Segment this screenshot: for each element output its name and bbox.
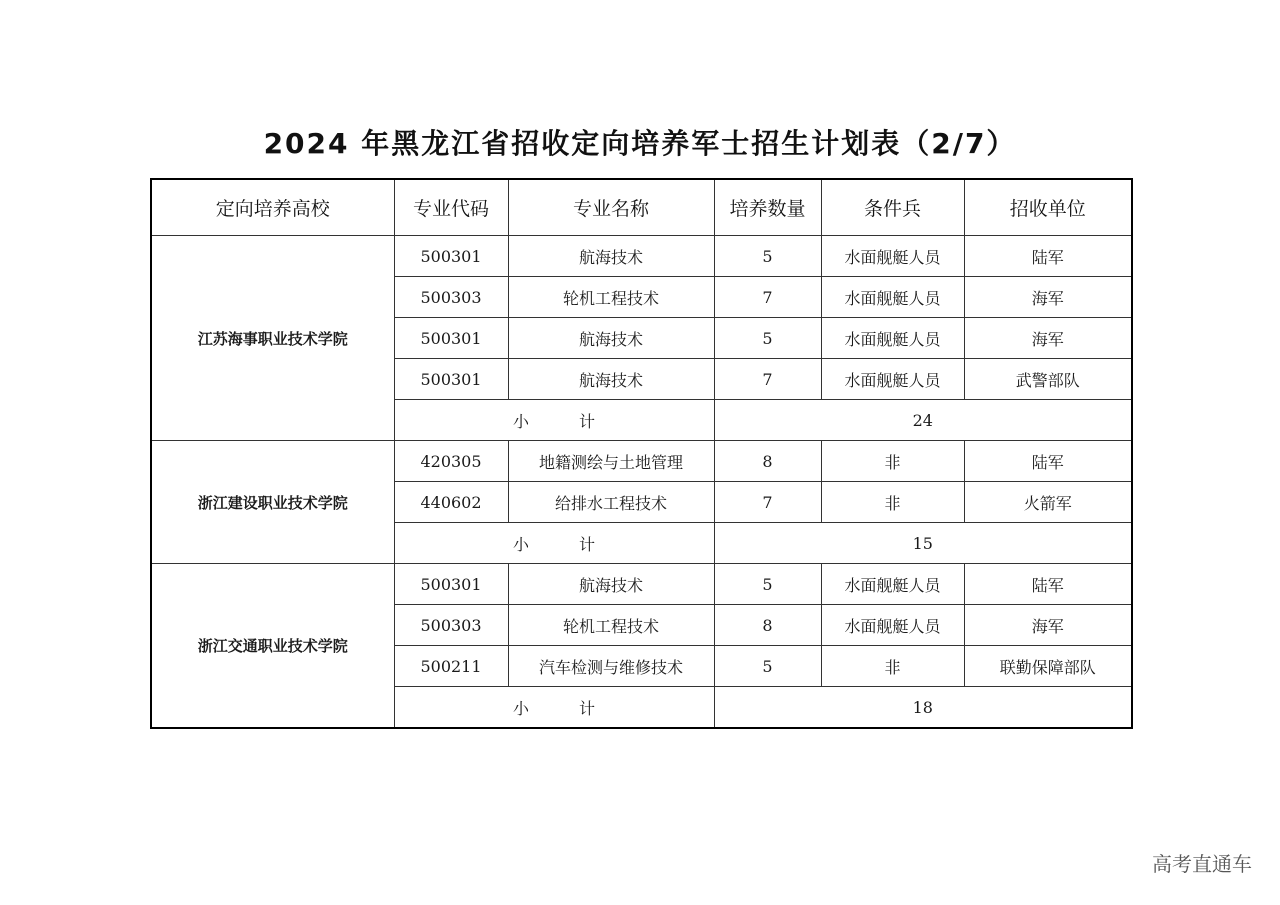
condition-type: 水面舰艇人员 (821, 236, 964, 277)
major-code: 500301 (394, 564, 508, 605)
training-count: 8 (714, 441, 821, 482)
subtotal-label: 小 计 (394, 523, 714, 564)
recruiting-unit: 陆军 (964, 564, 1132, 605)
header-count: 培养数量 (714, 179, 821, 236)
major-name: 汽车检测与维修技术 (508, 646, 714, 687)
major-name: 地籍测绘与土地管理 (508, 441, 714, 482)
subtotal-value: 18 (714, 687, 1132, 729)
subtotal-value: 24 (714, 400, 1132, 441)
table-row (151, 441, 1132, 482)
header-condition: 条件兵 (821, 179, 964, 236)
table-row (151, 236, 1132, 277)
header-major-code: 专业代码 (394, 179, 508, 236)
table-header-row (151, 179, 1132, 236)
training-count: 5 (714, 646, 821, 687)
recruitment-plan-table (150, 178, 1133, 729)
major-code: 500211 (394, 646, 508, 687)
subtotal-label: 小 计 (394, 687, 714, 729)
header-school: 定向培养高校 (151, 179, 394, 236)
watermark-text: 高考直通车 (1152, 852, 1252, 876)
major-code: 500303 (394, 605, 508, 646)
major-name: 航海技术 (508, 564, 714, 605)
recruiting-unit: 海军 (964, 318, 1132, 359)
training-count: 8 (714, 605, 821, 646)
major-code: 440602 (394, 482, 508, 523)
major-code: 420305 (394, 441, 508, 482)
subtotal-value: 15 (714, 523, 1132, 564)
condition-type: 水面舰艇人员 (821, 277, 964, 318)
major-name: 给排水工程技术 (508, 482, 714, 523)
training-count: 5 (714, 318, 821, 359)
recruiting-unit: 联勤保障部队 (964, 646, 1132, 687)
major-code: 500301 (394, 318, 508, 359)
condition-type: 非 (821, 482, 964, 523)
header-major-name: 专业名称 (508, 179, 714, 236)
school-name: 浙江建设职业技术学院 (151, 441, 394, 564)
condition-type: 非 (821, 441, 964, 482)
training-count: 5 (714, 564, 821, 605)
major-name: 航海技术 (508, 359, 714, 400)
recruiting-unit: 陆军 (964, 236, 1132, 277)
condition-type: 水面舰艇人员 (821, 564, 964, 605)
header-unit: 招收单位 (964, 179, 1132, 236)
recruiting-unit: 武警部队 (964, 359, 1132, 400)
school-name: 浙江交通职业技术学院 (151, 564, 394, 729)
table-row (151, 564, 1132, 605)
training-count: 7 (714, 277, 821, 318)
recruiting-unit: 海军 (964, 605, 1132, 646)
condition-type: 水面舰艇人员 (821, 318, 964, 359)
major-code: 500303 (394, 277, 508, 318)
recruiting-unit: 海军 (964, 277, 1132, 318)
major-name: 轮机工程技术 (508, 605, 714, 646)
recruiting-unit: 陆军 (964, 441, 1132, 482)
training-count: 7 (714, 359, 821, 400)
major-code: 500301 (394, 236, 508, 277)
major-code: 500301 (394, 359, 508, 400)
major-name: 航海技术 (508, 318, 714, 359)
condition-type: 水面舰艇人员 (821, 359, 964, 400)
major-name: 航海技术 (508, 236, 714, 277)
school-name: 江苏海事职业技术学院 (151, 236, 394, 441)
condition-type: 水面舰艇人员 (821, 605, 964, 646)
subtotal-label: 小 计 (394, 400, 714, 441)
training-count: 5 (714, 236, 821, 277)
training-count: 7 (714, 482, 821, 523)
major-name: 轮机工程技术 (508, 277, 714, 318)
condition-type: 非 (821, 646, 964, 687)
page-title: 2024 年黑龙江省招收定向培养军士招生计划表（2/7） (263, 127, 1017, 160)
recruiting-unit: 火箭军 (964, 482, 1132, 523)
